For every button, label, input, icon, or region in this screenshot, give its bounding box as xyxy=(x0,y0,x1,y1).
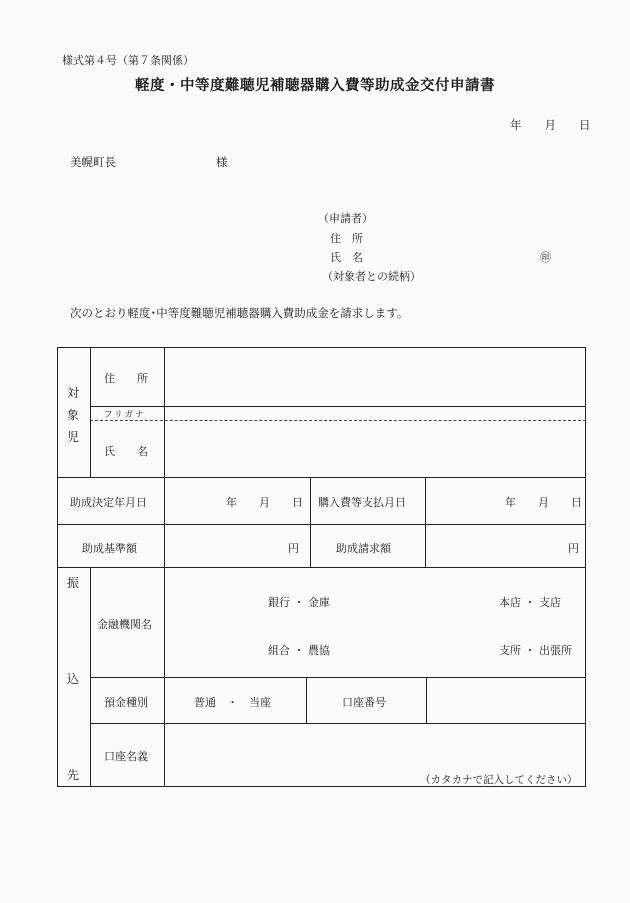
katakana-note: （カタカナで記入してください） xyxy=(420,774,578,786)
transfer-char-3: 先 xyxy=(66,768,79,782)
seal-mark: ㊞ xyxy=(540,251,551,264)
claim-amount-field[interactable]: 円 xyxy=(568,542,579,555)
addressee: 美幌町長 xyxy=(70,155,116,169)
transfer-char-2: 込 xyxy=(66,672,79,686)
payment-date-label: 購入費等支払月日 xyxy=(318,496,406,509)
deposit-type-options[interactable]: 普通 ・ 当座 xyxy=(194,696,271,709)
base-amount-label: 助成基準額 xyxy=(82,542,137,555)
payment-date-field[interactable]: 年 月 日 xyxy=(505,496,582,509)
transfer-char-1: 振 xyxy=(66,576,79,590)
child-name-label: 氏 名 xyxy=(104,445,148,458)
account-number-label: 口座番号 xyxy=(342,696,386,709)
account-holder-field[interactable] xyxy=(164,724,584,774)
subject-child-char-1: 対 xyxy=(66,386,79,400)
account-number-field[interactable] xyxy=(427,678,584,722)
subject-child-char-3: 児 xyxy=(66,430,79,444)
child-address-field[interactable] xyxy=(164,348,584,405)
form-number: 様式第４号（第７条関係） xyxy=(62,54,194,67)
furigana-label: フリガナ xyxy=(104,410,146,420)
applicant-address-label: 住 所 xyxy=(330,232,363,245)
claim-amount-label: 助成請求額 xyxy=(336,542,391,555)
form-title: 軽度・中等度難聴児補聴器購入費等助成金交付申請書 xyxy=(135,78,495,94)
honorific: 様 xyxy=(216,155,228,169)
applicant-name-label: 氏 名 xyxy=(330,251,363,264)
deposit-type-label: 預金種別 xyxy=(104,696,148,709)
decision-date-field[interactable]: 年 月 日 xyxy=(226,496,303,509)
child-address-label: 住 所 xyxy=(104,372,148,385)
institution-label: 金融機関名 xyxy=(97,618,152,631)
applicant-heading: （申請者） xyxy=(318,212,373,225)
subject-child-char-2: 象 xyxy=(66,408,79,422)
submission-date[interactable]: 年 月 日 xyxy=(510,118,591,132)
decision-date-label: 助成決定年月日 xyxy=(70,496,147,509)
child-furigana-field[interactable] xyxy=(164,407,584,420)
bank-type-options-1[interactable]: 銀行 ・ 金庫 xyxy=(268,596,330,609)
account-holder-label: 口座名義 xyxy=(104,750,148,763)
branch-type-options-1[interactable]: 本店 ・ 支店 xyxy=(499,596,561,609)
child-name-field[interactable] xyxy=(164,421,584,476)
intro-text: 次のとおり軽度･中等度難聴児補聴器購入費助成金を請求します。 xyxy=(70,306,409,320)
bank-type-options-2[interactable]: 組合 ・ 農協 xyxy=(268,644,330,657)
applicant-relation-label: （対象者との続柄） xyxy=(322,270,421,283)
base-amount-field[interactable]: 円 xyxy=(288,542,299,555)
branch-type-options-2[interactable]: 支所 ・ 出張所 xyxy=(499,644,572,657)
